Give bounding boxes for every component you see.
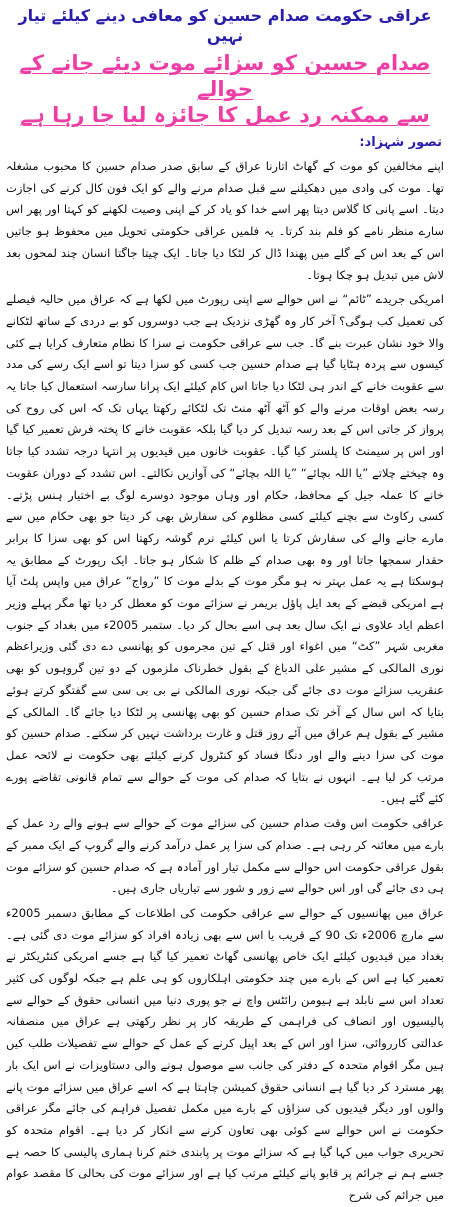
article-paragraph-4: عراق میں پھانسیوں کے حوالے سے عراقی حکومت کی اطلاعات کے مطابق دسمبر 2005ء سے مارچ 2006ء تک 90 کے قریب یا اس سے بھی زیادہ افراد کو سزائے موت دی گئی ہے۔ بغداد میں قیدیوں کیلئے ایک خاص پھانسی گھاٹ تعمیر کیا گیا ہے جسے امریکی کنٹریکٹر نے تعمیر کیا ہے اس کے بارے میں چند حکومتی اہلکاروں کو ہی علم ہے جبکہ لوگوں کی کثیر تعداد اس سے نابلد ہے ہیومن رائٹس واچ نے جو پوری دنیا میں انسانی حقوق کے حوالے سے پالیسیوں اور انصاف کی فراہمی کے طریقہ کار پر نظر رکھتی ہے عراق میں منصفانہ عدالتی کارروائی، سزا اور اس کے بعد اپیل کرنے کے عمل کے حوالے سے تفصیلات طلب کیں ہیں مگر اقوام متحدہ کے دفتر کی جانب سے موصول ہونے والی دستاویزات نے اس ایک بار پھر مسترد کر دیا گیا ہے انسانی حقوق کمیشن چاہتا ہے کہ اسے عراق میں سزائے موت پانے والوں اور دیگر قیدیوں کی سزاؤں کے بارے میں مکمل تفصیل فراہم کی جائے مگر عراقی حکومت نے اس حوالے سے کوئی بھی تعاون کرنے سے انکار کر دیا ہے۔ اقوام متحدہ کو تحریری جواب میں کہا گیا ہے کہ سزائے موت پر پابندی ختم کرنا ہماری پالیسی کا حصہ ہے جسے ہم نے جرائم پر قابو پانے کیلئے مرتب کیا ہے اور سزائے موت کی بحالی کا مقصد عوام میں جرائم کی شرح bbox=[6, 905, 445, 1203]
article-byline: تصور شہزاد: bbox=[359, 135, 442, 150]
article-body bbox=[6, 156, 444, 1207]
headline-line-1: صدام حسین کو سزائے موت دیئے جانے کے حوالے bbox=[19, 51, 431, 101]
article-paragraph-3: عراقی حکومت اس وقت صدام حسین کی سزائے موت کے حوالے سے ہونے والے رد عمل کے بارے میں معائنہ کر رہی ہے۔ صدام کی سزا پر عمل درآمد کرنے والے گروپ کے ایک ممبر کے بقول عراقی حکومت اس حوالے سے مکمل تیار اور آمادہ ہے کہ صدام حسین کو سزائے موت ہی دی جائے گی اور اس حوالے سے زور و شور سے تیاریاں جاری ہیں۔ bbox=[6, 816, 444, 896]
headline-line-2: سے ممکنہ رد عمل کا جائزہ لیا جا رہا ہے bbox=[20, 103, 430, 127]
article-paragraph-1: اپنے مخالفین کو موت کے گھاٹ اتارنا عراق کے سابق صدر صدام حسین کا محبوب مشغلہ تھا۔ موت کی وادی میں دھکیلنے سے قبل صدام مرنے والے کو ایک فون کال کرنے کی اجازت دیتا۔ اسے پانی کا گلاس دیتا پھر اسے خدا کو یاد کر کے اپنی وصیت لکھنے کو کہتا اور پھر اس سارے منظر نامے کو فلم بند کرتا۔ یہ فلمیں عراقی حکومتی تحویل میں محفوظ ہو جاتیں اس کے بعد اس کے گلے میں پھندا ڈال کر لٹکا دیا جاتا۔ ایک چیتا جاگتا انسان چند لمحوں بعد لاش میں تبدیل ہو چکا ہوتا۔ bbox=[6, 159, 444, 282]
article-headline bbox=[6, 50, 444, 128]
article-paragraph-2: امریکی جریدے ”ٹائم“ نے اس حوالے سے اپنی رپورٹ میں لکھا ہے کہ عراق میں حالیہ فیصلے کی تعمیل کب ہوگی؟ آخر کار وہ گھڑی نزدیک ہے جب دوسروں کو بے دردی کے ساتھ لٹکانے والا خود نشان عبرت بنے گا۔ جب سے عراقی حکومت نے سزا کا نظام متعارف کرایا ہے کئی کیسوں سے پردہ ہٹایا گیا ہے صدام حسین جب کسی کو سزا دیتا تو اسے ایک رسے کی مدد سے عقوبت خانے کے اندر ہی لٹکا دیا جاتا اس کام کیلئے ایک پرانا سارسہ استعمال کیا جاتا یہ رسہ بعض اوقات مرنے والے کو آٹھ آٹھ منٹ تک لٹکائے رکھتا یہاں تک کہ اس کی روح کی پرواز کر جاتی اس کے بعد رسہ تبدیل کر دیا گیا بلکہ عقوبت خانے کا پختہ فرش تعمیر کیا گیا اور اس پر سیمنٹ کا پلستر کیا گیا۔ عقوبت خانوں میں قیدیوں پر انتہا درجہ تشدد کیا جاتا وہ چیختے چلاتے ”یا اللہ بچائے“ ”یا اللہ بچائے“ کی آوازیں نکالتے۔ اس تشدد کے دوران عقوبت خانے کا عملہ جیل کے محافظ، حکام اور وہاں موجود دوسرے لوگ بے اختیار ہنس پڑتے۔ کسی رکاوٹ سے بچنے کیلئے کسی مظلوم کی سفارش بھی کر دیتا جو بھی حکام میں سے مارے جانے والے کی سفارش کرتا یا اس کیلئے نرم گوشہ رکھتا اس کو بھی سزا کا برابر حقدار سمجھا جاتا اور وہ بھی صدام کے ظلم کا شکار ہو جاتا۔ ایک رپورٹ کے مطابق یہ ہوسکتا ہے یہ عمل بہتر نہ ہو مگر موت کے بدلے موت کا ”رواج“ عراق میں واپس پلٹ آیا ہے امریکی قبضے کے بعد ایل پاؤل بریمر نے سزائے موت کو معطل کر دیا تھا مگر پہلے وزیر اعظم ایاد علاوی نے ایک سال بعد ہی اسے بحال کر دیا۔ ستمبر 2005ء میں بغداد کے جنوب مغربی شہر ”کٹ“ میں اغواء اور قتل کے تین مجرموں کو پھانسی دے دی گئی وزیراعظم نوری المالکی کے مشیر علی الدباغ کے بقول خطرناک ملزموں کے دو تین گروہوں کو بھی عنقریب سزائے موت دی جائے گی جبکہ نوری المالکی نے بی بی سی سے گفتگو کرتے ہوئے بتایا کہ اس سال کے آخر تک صدام حسین کو بھی پھانسی پر لٹکا دیا جائے گا۔ المالکی کے مشیر کے بقول ہم عراق میں آئے روز قتل و غارت برداشت نہیں کر سکتے۔ صدام حسین کو موت کی سزا دینے والے اور دنگا فساد کو کنٹرول کرنے کیلئے بھی حکومت نے لائحہ عمل مرتب کر لیا ہے۔ انہوں نے بتایا کہ صدام کی موت کے حوالے سے تمام قانونی تقاضے پورے کئے گئے ہیں۔ bbox=[6, 292, 444, 806]
article-kicker: عراقی حکومت صدام حسین کو معافی دینے کیلئے تیار نہیں bbox=[18, 6, 432, 45]
